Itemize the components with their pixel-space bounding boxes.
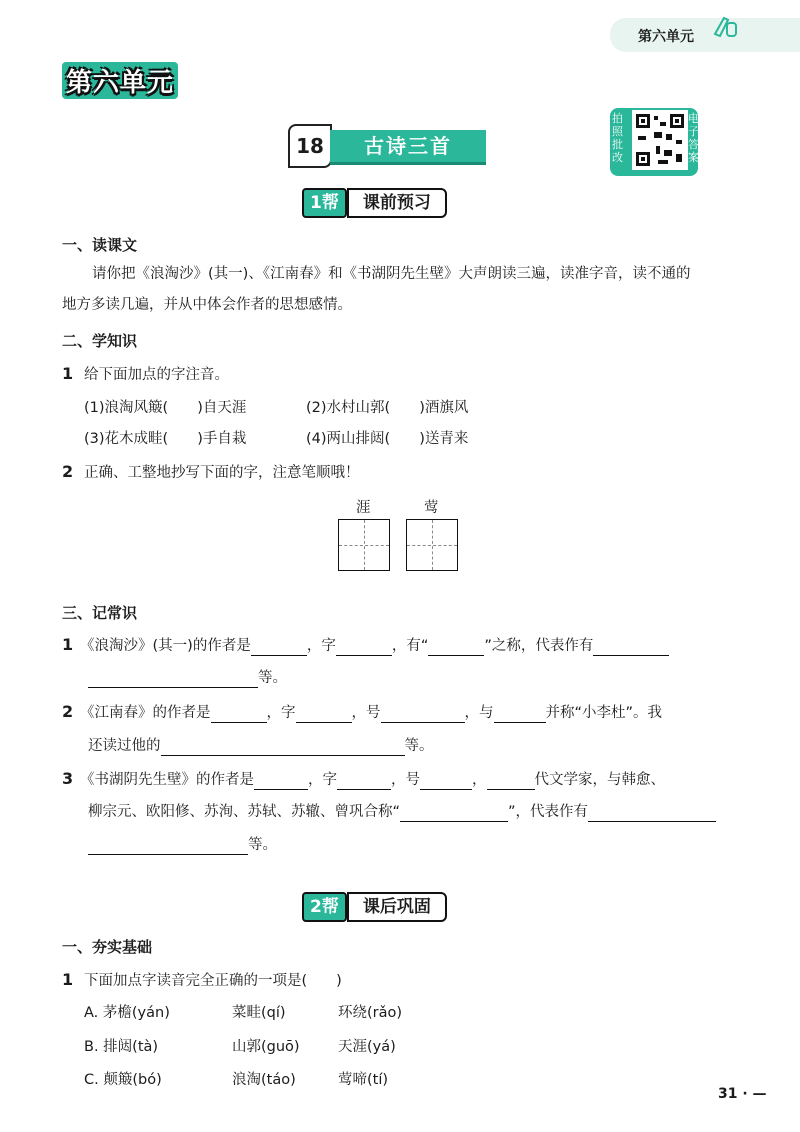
section-title-basics: 一、夯实基础 — [62, 938, 153, 956]
question-number: 1 — [62, 970, 74, 989]
fill-line — [88, 802, 716, 822]
blank[interactable] — [88, 840, 248, 855]
text: ， — [472, 772, 487, 788]
question-number: 1 — [62, 364, 74, 383]
fill-line — [88, 668, 287, 688]
badge-label: 课前预习 — [347, 188, 447, 218]
section-title-learn: 二、学知识 — [62, 332, 138, 350]
page-number: 31 · — — [718, 1086, 767, 1102]
text: 《浪淘沙》(其一)的作者是 — [80, 638, 251, 654]
text: ，字 — [266, 705, 296, 721]
badge-number: 2帮 — [302, 892, 347, 922]
blank[interactable] — [337, 775, 391, 790]
blank[interactable] — [400, 807, 508, 822]
blank[interactable] — [381, 708, 465, 723]
option-item: 莺啼(tí) — [338, 1072, 389, 1088]
text: ”之称，代表作有 — [484, 638, 594, 654]
badge-label: 课后巩固 — [347, 892, 447, 922]
fill-line — [88, 835, 277, 855]
header-unit-label: 第六单元 — [638, 29, 694, 45]
section-badge-1 — [302, 188, 447, 218]
text: ，字 — [306, 638, 336, 654]
text: ，号 — [391, 772, 420, 788]
blank[interactable] — [428, 641, 484, 656]
pinyin-item[interactable]: (3)花木成畦( )手自栽 — [84, 431, 247, 447]
lesson-number: 18 — [288, 124, 332, 168]
option-label[interactable]: A. 茅檐(yán) — [84, 1005, 170, 1021]
lesson-title: 古诗三首 — [330, 130, 486, 165]
fill-line — [80, 636, 669, 656]
question-number: 3 — [62, 769, 74, 788]
pinyin-item[interactable]: (1)浪淘风簸( )自天涯 — [84, 400, 247, 416]
blank[interactable] — [494, 708, 546, 723]
question-number: 2 — [62, 702, 74, 721]
pencil-icon — [712, 14, 738, 40]
section-title-read: 一、读课文 — [62, 236, 138, 254]
text: 《江南春》的作者是 — [80, 705, 211, 721]
option-item: 浪淘(táo) — [232, 1072, 296, 1088]
blank[interactable] — [336, 641, 392, 656]
text: 等。 — [404, 738, 434, 754]
paragraph-line: 地方多读几遍，并从中体会作者的思想感情。 — [62, 297, 352, 313]
character-label: 莺 — [424, 500, 439, 516]
paragraph-line: 请你把《浪淘沙》(其一)、《江南春》和《书湖阴先生壁》大声朗读三遍，读准字音，读不通的 — [92, 266, 691, 282]
option-item: 环绕(rǎo) — [338, 1005, 403, 1021]
writing-grid[interactable] — [406, 519, 458, 571]
blank[interactable] — [211, 708, 267, 723]
question-number: 1 — [62, 635, 74, 654]
writing-grid[interactable] — [338, 519, 390, 571]
text: 柳宗元、欧阳修、苏洵、苏轼、苏辙、曾巩合称“ — [88, 804, 401, 820]
text: ，与 — [464, 705, 494, 721]
character-label: 涯 — [356, 500, 371, 516]
qr-right-text: 电子答案 — [688, 112, 699, 164]
text: ，字 — [308, 772, 337, 788]
option-item: 山郭(guō) — [232, 1039, 300, 1055]
section-badge-2 — [302, 892, 447, 922]
option-item: 菜畦(qí) — [232, 1005, 286, 1021]
fill-line — [80, 770, 665, 790]
option-label[interactable]: B. 排闼(tà) — [84, 1039, 159, 1055]
text: 等。 — [258, 670, 287, 686]
blank[interactable] — [254, 775, 308, 790]
badge-number: 1帮 — [302, 188, 347, 218]
text: 并称“小李杜”。我 — [545, 705, 663, 721]
blank[interactable] — [420, 775, 472, 790]
blank[interactable] — [588, 807, 716, 822]
text: 代文学家，与韩愈、 — [534, 772, 665, 788]
question-number: 2 — [62, 462, 74, 481]
option-label[interactable]: C. 颠簸(bó) — [84, 1072, 162, 1088]
blank[interactable] — [251, 641, 307, 656]
question-text: 下面加点字读音完全正确的一项是( ) — [84, 973, 342, 989]
fill-line — [80, 703, 662, 723]
text: ”，代表作有 — [508, 804, 589, 820]
qr-code-icon[interactable] — [632, 110, 688, 170]
option-item: 天涯(yá) — [338, 1039, 396, 1055]
text: ，有“ — [391, 638, 429, 654]
text: ，号 — [351, 705, 381, 721]
question-text: 给下面加点的字注音。 — [84, 367, 229, 383]
question-text: 正确、工整地抄写下面的字，注意笔顺哦！ — [84, 465, 360, 481]
fill-line — [88, 736, 434, 756]
qr-left-text: 拍照批改 — [612, 112, 623, 164]
blank[interactable] — [161, 741, 405, 756]
text: 等。 — [248, 837, 277, 853]
text: 还读过他的 — [88, 738, 161, 754]
pinyin-item[interactable]: (4)两山排闼( )送青来 — [306, 431, 469, 447]
blank[interactable] — [593, 641, 669, 656]
section-title-knowledge: 三、记常识 — [62, 604, 138, 622]
pinyin-item[interactable]: (2)水村山郭( )酒旗风 — [306, 400, 469, 416]
unit-title: 第六单元 — [62, 62, 178, 99]
blank[interactable] — [296, 708, 352, 723]
blank[interactable] — [487, 775, 535, 790]
text: 《书湖阴先生壁》的作者是 — [80, 772, 254, 788]
blank[interactable] — [88, 673, 258, 688]
